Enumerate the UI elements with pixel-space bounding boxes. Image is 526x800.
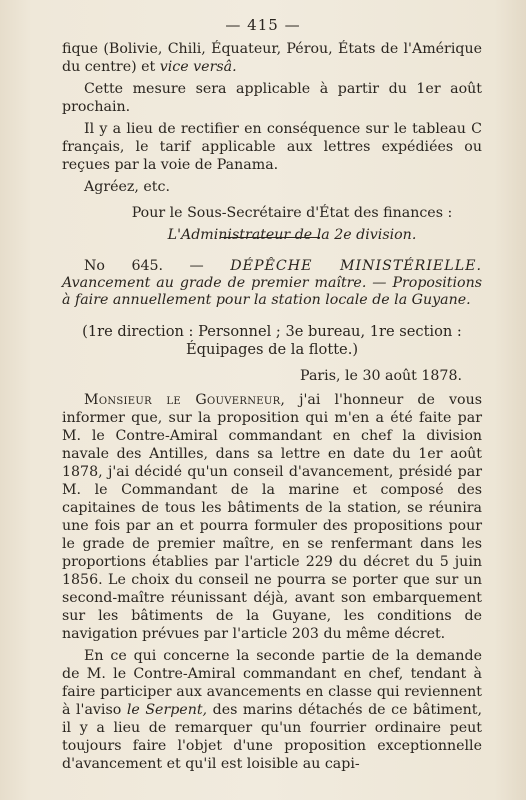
signature-line-1: Pour le Sous-Secrétaire d'État des finances : [131, 205, 453, 221]
dispatch-heading [62, 258, 482, 309]
body-paragraph-1-text: , j'ai l'honneur de vous informer que, sur la proposition qui m'en a été faite par M. le Contre-Amiral commandant en chef la division navale des Antilles, dans sa lettre en date du 1er août 1878, j'ai décidé qu'un conseil d'avancement, présidé par M. le Commandant de la marine et composé des capitaines de tous les bâtiments de la station, se réunira une fois par an et pourra formuler des propositions pour le grade de premier maître, en se renfermant dans les proportions établies par l'article 229 du décret du 5 juin 1856. Le choix du conseil ne pourra se porter que sur un second-maître réunissant déjà, avant son embarquement sur les bâtiments de la Guyane, les conditions de navigation prévues par l'article 203 du même décret. [62, 392, 482, 642]
paragraph-continuation [62, 40, 482, 76]
salutation: Monsieur le Gouverneur [84, 392, 281, 408]
direction-line: (1re direction : Personnel ; 3e bureau, 1re section : Équipages de la flotte.) [82, 323, 462, 358]
closing-agreez: Agréez, etc. [84, 179, 170, 195]
italic-phrase: vice versâ. [159, 59, 237, 75]
signature-title: L'Administrateur de la 2e division. [167, 227, 417, 243]
page-number: — 415 — [225, 16, 301, 34]
dispatch-section [62, 258, 482, 773]
dispatch-number: No 645. — [84, 258, 231, 274]
paragraph-mesure: Cette mesure sera applicable à partir du 1er août prochain. [62, 81, 482, 115]
dateline: Paris, le 30 août 1878. [300, 368, 462, 384]
body-paragraph-2 [62, 647, 482, 773]
body-paragraph-1 [62, 391, 482, 643]
paragraph-rectifier: Il y a lieu de rectifier en conséquence sur le tableau C français, le tarif applicable aux lettres expédiées ou reçues par la voie de Panama. [62, 121, 482, 173]
body-paragraph-2-text-b: des marins détachés de ce bâtiment, il y a lieu de remarquer qu'un fourrier ordinaire peut toujours faire l'objet d'une proposition exceptionnelle d'avancement et qu'il est loisible au capi- [62, 702, 482, 772]
paragraph-continuation-text: fique (Bolivie, Chili, Équateur, Pérou, États de l'Amérique du centre) et [62, 41, 482, 75]
top-section [62, 40, 482, 244]
body-paragraph-2-text-a: En ce qui concerne la seconde partie de la demande de M. le Contre-Amiral commandant en chef, tendant à faire participer aux avancements en classe qui reviennent à l'aviso [62, 648, 482, 718]
section-divider [220, 237, 320, 238]
dispatch-subject: Avancement au grade de premier maître. — Propositions à faire annuellement pour la station locale de la Guyane. [62, 275, 482, 308]
signature-line-2 [62, 226, 482, 244]
ship-name: le Serpent, [126, 702, 208, 718]
dispatch-type: DÉPÊCHE MINISTÉRIELLE. [230, 258, 482, 274]
